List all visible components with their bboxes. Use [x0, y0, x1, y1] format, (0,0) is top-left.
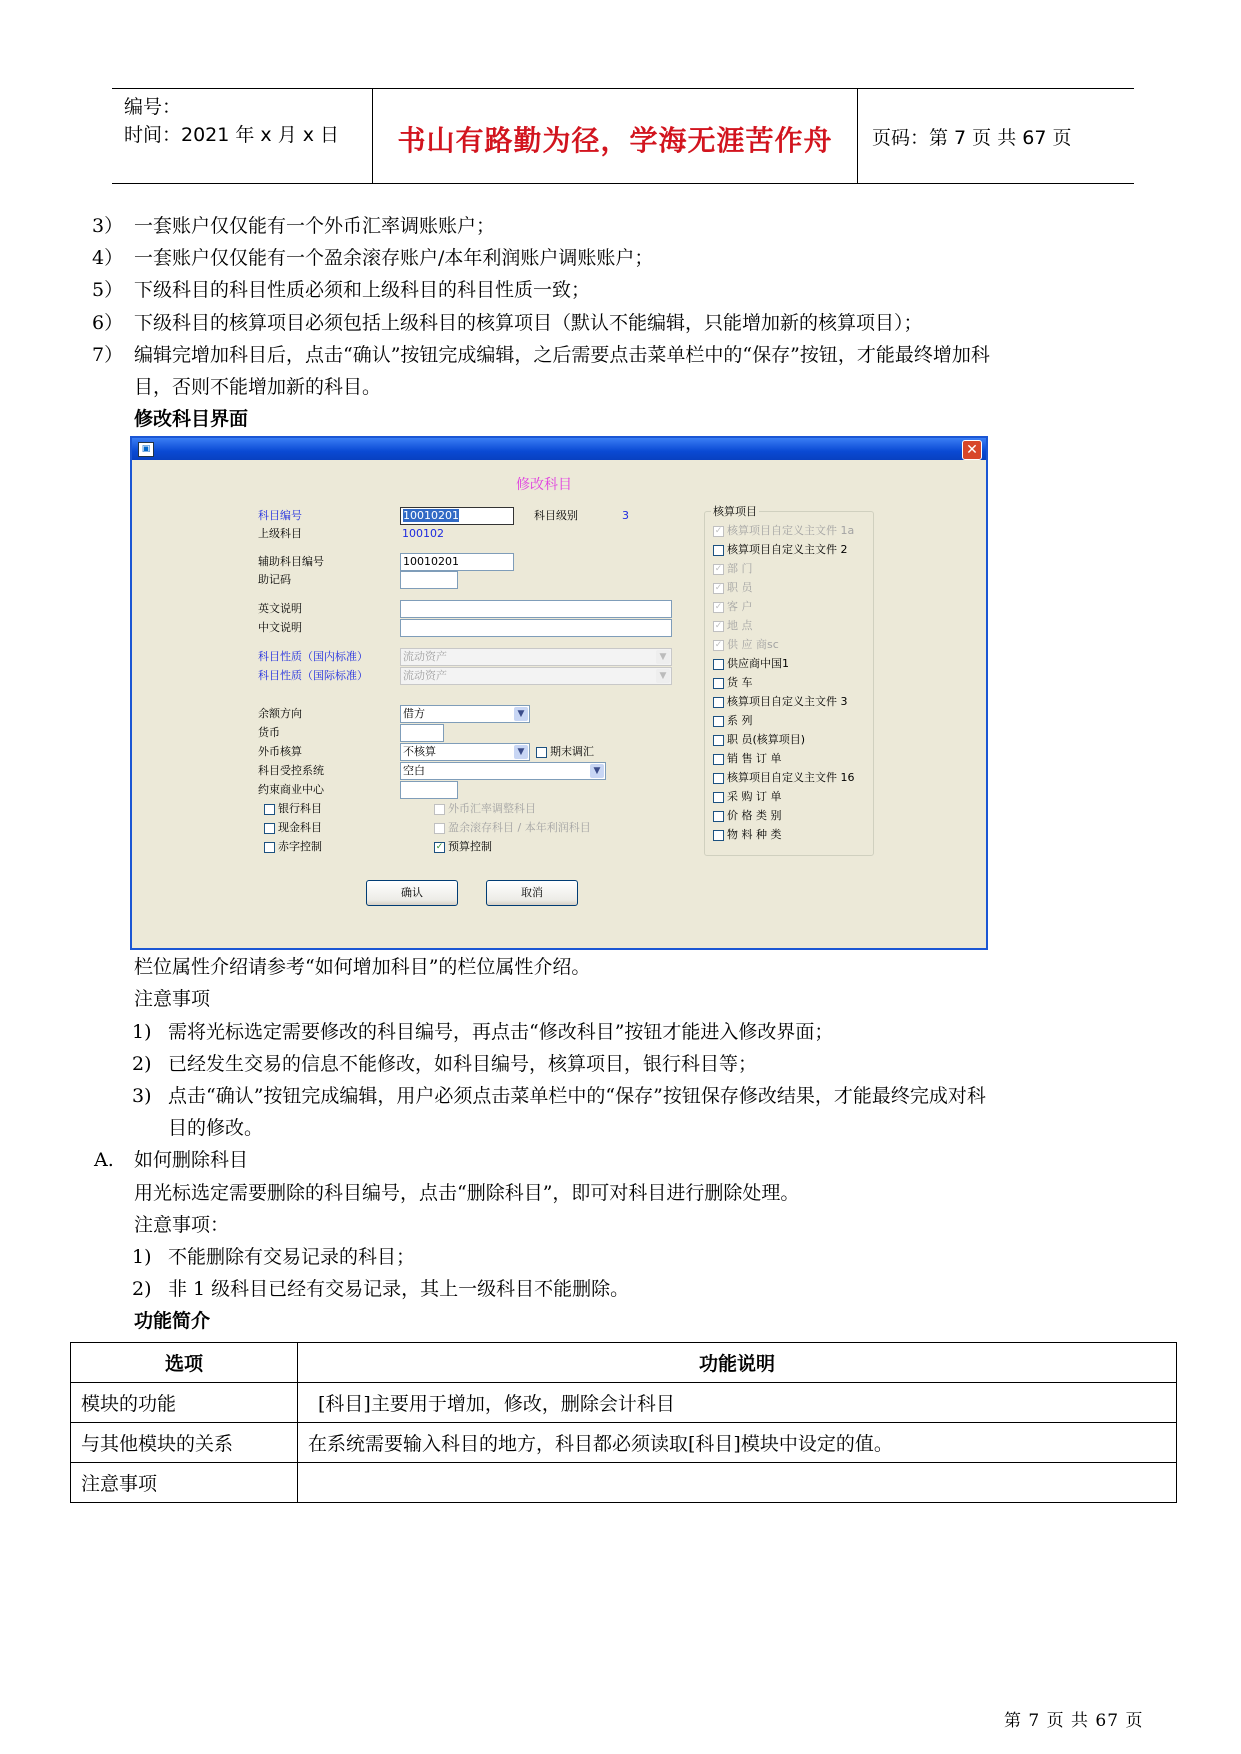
delete-section-num: A.: [94, 1149, 114, 1171]
currency-label: 货币: [258, 726, 280, 739]
deficit-control-checkbox[interactable]: [264, 842, 275, 853]
table-cell: [科目]主要用于增加，修改，删除会计科目: [298, 1383, 1177, 1423]
accounting-item-checkbox[interactable]: [713, 545, 724, 556]
note-text: 非 1 级科目已经有交易记录，其上一级科目不能删除。: [168, 1278, 630, 1300]
note-num: 3）: [92, 215, 124, 237]
delete-section-desc: 用光标选定需要删除的科目编号，点击“删除科目”，即可对科目进行删除处理。: [134, 1182, 800, 1204]
notes-title: 注意事项: [134, 988, 211, 1010]
budget-control-checkbox[interactable]: ✓: [435, 842, 444, 852]
period-end-fx-checkbox[interactable]: [536, 747, 547, 758]
note-text-cont: 目的修改。: [168, 1117, 264, 1139]
accounting-item-checkbox[interactable]: [713, 697, 724, 708]
checkbox-label: 预算控制: [448, 840, 492, 853]
section-modify-title: 修改科目界面: [134, 408, 249, 430]
dialog-body: [136, 460, 982, 946]
accounting-item-checkbox[interactable]: [713, 811, 724, 822]
note-num: 4）: [92, 247, 124, 269]
nature-domestic-label: 科目性质（国内标准）: [258, 650, 368, 663]
chevron-down-icon[interactable]: ▼: [590, 764, 604, 778]
checkbox-label: 外币汇率调整科目: [448, 802, 536, 815]
group-title: 核算项目: [713, 505, 757, 518]
fx-label: 外币核算: [258, 745, 302, 758]
accounting-item-label: 价 格 类 别: [727, 809, 782, 822]
checkbox-label: 盈余滚存科目 / 本年利润科目: [448, 821, 591, 834]
accounting-item-checkbox[interactable]: ✓: [714, 621, 723, 631]
parent-subject-value: 100102: [402, 527, 444, 540]
note-num: 7）: [92, 344, 124, 366]
table-row: [71, 1463, 1177, 1503]
subject-level-value: 3: [622, 509, 629, 522]
note-num: 2): [132, 1053, 152, 1075]
english-desc-label: 英文说明: [258, 602, 302, 615]
fx-select[interactable]: 不核算 ▼: [400, 743, 530, 761]
accounting-item-label: 销 售 订 单: [727, 752, 782, 765]
note-text: 一套账户仅仅能有一个盈余滚存账户/本年利润账户调账账户；: [134, 247, 654, 269]
chinese-desc-label: 中文说明: [258, 621, 302, 634]
header-left: [124, 93, 339, 149]
accounting-item-checkbox[interactable]: [713, 754, 724, 765]
accounting-item-label: 核算项目自定义主文件 16: [727, 771, 855, 784]
subject-level-label: 科目级别: [534, 509, 578, 522]
cancel-button[interactable]: 取消: [486, 880, 578, 906]
accounting-item-label: 职 员: [727, 581, 753, 594]
accounting-item-checkbox[interactable]: ✓: [714, 602, 723, 612]
accounting-item-checkbox[interactable]: ✓: [714, 640, 723, 650]
note-num: 1): [132, 1246, 152, 1268]
accounting-item-label: 供 应 商sc: [727, 638, 779, 651]
accounting-item-label: 部 门: [727, 562, 753, 575]
table-cell: [298, 1463, 1177, 1503]
note-text: 需将光标选定需要修改的科目编号，再点击“修改科目”按钮才能进入修改界面；: [168, 1021, 834, 1043]
aux-code-input[interactable]: 10010201: [400, 553, 514, 571]
mnemonic-input[interactable]: [400, 571, 458, 589]
english-desc-input[interactable]: [400, 600, 672, 618]
control-sys-select[interactable]: 空白 ▼: [400, 762, 606, 780]
note-text-cont: 目，否则不能增加新的科目。: [134, 376, 382, 398]
parent-subject-label: 上级科目: [258, 527, 302, 540]
accounting-item-label: 采 购 订 单: [727, 790, 782, 803]
accounting-item-label: 客 户: [727, 600, 753, 613]
accounting-item-label: 核算项目自定义主文件 2: [727, 543, 848, 556]
checkbox-label: 现金科目: [278, 821, 322, 834]
accounting-item-checkbox[interactable]: [713, 678, 724, 689]
accounting-item-checkbox[interactable]: ✓: [714, 526, 723, 536]
cash-subject-checkbox[interactable]: [264, 823, 275, 834]
control-sys-label: 科目受控系统: [258, 764, 324, 777]
note-num: 3): [132, 1085, 152, 1107]
chevron-down-icon[interactable]: ▼: [514, 707, 528, 721]
constraint-center-label: 约束商业中心: [258, 783, 324, 796]
chinese-desc-input[interactable]: [400, 619, 672, 637]
nature-intl-select[interactable]: 流动资产 ▼: [400, 667, 672, 685]
page-header: [112, 88, 1134, 184]
accounting-item-checkbox[interactable]: [713, 659, 724, 670]
checkbox-label: 银行科目: [278, 802, 322, 815]
nature-intl-label: 科目性质（国际标准）: [258, 669, 368, 682]
dialog-title: 修改科目: [516, 477, 572, 493]
table-cell: 注意事项: [71, 1463, 298, 1503]
accounting-item-label: 货 车: [727, 676, 753, 689]
table-row: [71, 1383, 1177, 1423]
accounting-item-checkbox[interactable]: [713, 792, 724, 803]
mnemonic-label: 助记码: [258, 573, 291, 586]
table-cell: 与其他模块的关系: [71, 1423, 298, 1463]
note-text: 下级科目的科目性质必须和上级科目的科目性质一致；: [134, 279, 591, 301]
subject-code-label: 科目编号: [258, 509, 302, 522]
balance-dir-label: 余额方向: [258, 707, 302, 720]
function-title: 功能简介: [134, 1310, 211, 1332]
page-footer: 第 7 页 共 67 页: [1004, 1711, 1144, 1731]
delete-notes-title: 注意事项：: [134, 1214, 230, 1236]
note-text: 下级科目的核算项目必须包括上级科目的核算项目（默认不能编辑，只能增加新的核算项目）；: [134, 312, 923, 334]
close-icon[interactable]: ✕: [962, 440, 982, 460]
note-num: 1): [132, 1021, 152, 1043]
doc-number-label: 编号：: [124, 96, 182, 118]
note-num: 5）: [92, 279, 124, 301]
accounting-item-label: 职 员(核算项目): [727, 733, 806, 746]
table-cell: 在系统需要输入科目的地方，科目都必须读取[科目]模块中设定的值。: [298, 1423, 1177, 1463]
accounting-item-label: 地 点: [727, 619, 753, 632]
subject-code-input[interactable]: 10010201: [400, 507, 514, 525]
fx-adjust-subject-checkbox[interactable]: [434, 804, 445, 815]
field-reference-text: 栏位属性介绍请参考“如何增加科目”的栏位属性介绍。: [134, 956, 591, 978]
note-num: 6）: [92, 312, 124, 334]
delete-section-title: 如何删除科目: [134, 1149, 249, 1171]
retained-earnings-checkbox[interactable]: [434, 823, 445, 834]
ok-button[interactable]: 确认: [366, 880, 458, 906]
constraint-center-input[interactable]: [400, 781, 458, 799]
period-end-fx-label: 期末调汇: [550, 745, 594, 758]
dialog-titlebar[interactable]: [132, 438, 986, 460]
note-text: 点击“确认”按钮完成编辑，用户必须点击菜单栏中的“保存”按钮保存修改结果，才能最终完成对科: [168, 1085, 986, 1107]
accounting-item-label: 核算项目自定义主文件 1a: [727, 524, 855, 537]
accounting-item-checkbox[interactable]: [713, 830, 724, 841]
nature-domestic-select[interactable]: 流动资产 ▼: [400, 648, 672, 666]
note-text: 不能删除有交易记录的科目；: [168, 1246, 416, 1268]
accounting-item-checkbox[interactable]: ✓: [714, 583, 723, 593]
accounting-item-label: 供应商中国1: [727, 657, 789, 670]
table-header-cell: 功能说明: [298, 1343, 1177, 1383]
table-header-cell: 选项: [71, 1343, 298, 1383]
table-cell: 模块的功能: [71, 1383, 298, 1423]
table-header-row: [71, 1343, 1177, 1383]
currency-input[interactable]: [400, 724, 444, 742]
chevron-down-icon[interactable]: ▼: [514, 745, 528, 759]
accounting-item-label: 核算项目自定义主文件 3: [727, 695, 848, 708]
accounting-item-checkbox[interactable]: ✓: [714, 564, 723, 574]
header-page-info: 页码：第 7 页 共 67 页: [872, 127, 1072, 149]
note-text: 一套账户仅仅能有一个外币汇率调账账户；: [134, 215, 496, 237]
app-icon: ▣: [138, 442, 154, 457]
header-motto: 书山有路勤为径，学海无涯苦作舟: [397, 124, 833, 157]
accounting-item-checkbox[interactable]: [713, 735, 724, 746]
bank-subject-checkbox[interactable]: [264, 804, 275, 815]
accounting-items-group: [704, 505, 874, 856]
accounting-item-checkbox[interactable]: [713, 716, 724, 727]
checkbox-label: 赤字控制: [278, 840, 322, 853]
doc-time-label: 时间：2021 年 x 月 x 日: [124, 124, 340, 146]
note-text: 已经发生交易的信息不能修改，如科目编号，核算项目，银行科目等；: [168, 1053, 758, 1075]
note-text: 编辑完增加科目后，点击“确认”按钮完成编辑，之后需要点击菜单栏中的“保存”按钮，才能最终增加科: [134, 344, 990, 366]
accounting-item-checkbox[interactable]: [713, 773, 724, 784]
table-row: [71, 1423, 1177, 1463]
accounting-item-label: 系 列: [727, 714, 753, 727]
accounting-item-label: 物 料 种 类: [727, 828, 782, 841]
modify-subject-dialog: [130, 436, 988, 950]
aux-code-label: 辅助科目编号: [258, 555, 324, 568]
function-table: [70, 1342, 1177, 1503]
balance-dir-select[interactable]: 借方 ▼: [400, 705, 530, 723]
note-num: 2): [132, 1278, 152, 1300]
